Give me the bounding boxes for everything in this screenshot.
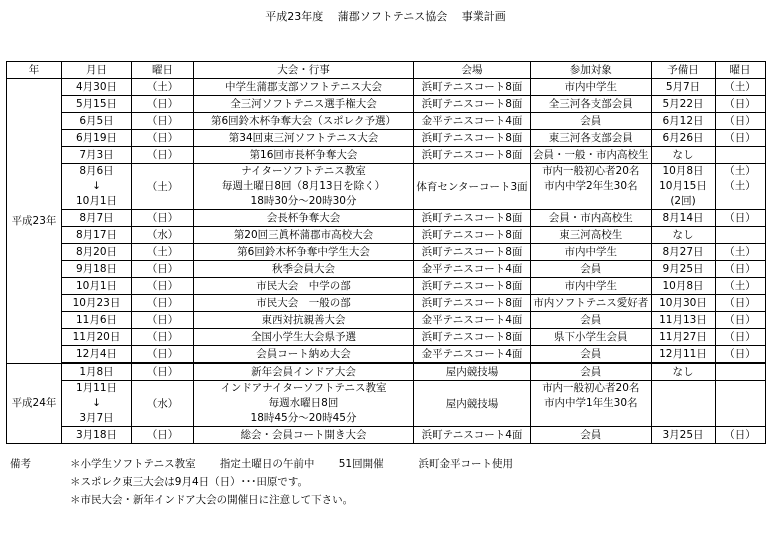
date-cell: 3月18日 xyxy=(62,427,132,444)
spare-weekday-cell xyxy=(715,227,765,244)
spare-date-cell: 10月8日 xyxy=(651,278,715,295)
event-cell: 会員コート納め大会 xyxy=(194,346,414,364)
weekday-cell: （日） xyxy=(132,130,194,147)
participants-cell: 会員 xyxy=(531,346,652,364)
spare-weekday-line xyxy=(718,194,763,209)
date-cell: 1月8日 xyxy=(62,363,132,381)
spare-date-cell: 11月13日 xyxy=(651,312,715,329)
notes-row xyxy=(10,473,513,491)
header-event: 大会・行事 xyxy=(194,62,414,79)
header-spare-weekday: 曜日 xyxy=(715,62,765,79)
weekday-cell: （日） xyxy=(132,210,194,227)
spare-weekday-cell: （日） xyxy=(715,427,765,444)
event-cell xyxy=(194,164,414,210)
date-arrow: ↓ xyxy=(92,180,101,192)
participants-cell xyxy=(531,164,652,210)
notes-row xyxy=(10,455,513,473)
weekday-cell: （土） xyxy=(132,79,194,96)
table-row xyxy=(7,130,766,147)
date-cell: 12月4日 xyxy=(62,346,132,364)
note-line: ＊小学生ソフトテニス教室 指定土曜日の午前中 51回開催 浜町金平コート使用 xyxy=(70,458,513,470)
spare-date-cell: なし xyxy=(651,227,715,244)
spare-date-line: 10月15日 xyxy=(659,180,707,192)
participants-cell: 会員・一般・市内高校生 xyxy=(531,147,652,164)
spare-weekday-cell: （土） xyxy=(715,79,765,96)
event-line: 18時30分～20時30分 xyxy=(250,195,357,207)
venue-cell: 浜町テニスコート8面 xyxy=(414,147,531,164)
spare-weekday-cell: （日） xyxy=(715,113,765,130)
spare-date-cell: 11月27日 xyxy=(651,329,715,346)
weekday-cell: （水） xyxy=(132,381,194,427)
participants-cell: 会員・市内高校生 xyxy=(531,210,652,227)
spare-weekday-cell xyxy=(715,164,765,210)
venue-cell: 浜町テニスコート8面 xyxy=(414,210,531,227)
spare-weekday-cell: （日） xyxy=(715,329,765,346)
weekday-cell: （土） xyxy=(132,244,194,261)
weekday-cell: （日） xyxy=(132,261,194,278)
participants-cell: 会員 xyxy=(531,312,652,329)
spare-weekday-cell: （日） xyxy=(715,295,765,312)
date-cell xyxy=(62,381,132,427)
weekday-cell: （日） xyxy=(132,427,194,444)
event-cell: 市民大会 中学の部 xyxy=(194,278,414,295)
table-row xyxy=(7,381,766,427)
venue-cell: 浜町テニスコート8面 xyxy=(414,96,531,113)
year-cell: 平成23年 xyxy=(7,79,62,364)
event-cell xyxy=(194,381,414,427)
spare-date-cell: なし xyxy=(651,147,715,164)
participants-cell: 市内中学生 xyxy=(531,278,652,295)
event-line: ナイターソフトテニス教室 xyxy=(241,165,366,177)
date-cell: 10月23日 xyxy=(62,295,132,312)
spare-weekday-cell: （日） xyxy=(715,96,765,113)
note-line: ＊スポレク東三大会は9月4日（日）･･･田原です。 xyxy=(70,476,309,488)
spare-date-cell: 10月30日 xyxy=(651,295,715,312)
event-cell: 全三河ソフトテニス選手権大会 xyxy=(194,96,414,113)
header-participants: 参加対象 xyxy=(531,62,652,79)
weekday-cell: （水） xyxy=(132,227,194,244)
spare-date-cell: 12月11日 xyxy=(651,346,715,364)
venue-cell: 金平テニスコート4面 xyxy=(414,261,531,278)
date-cell: 11月6日 xyxy=(62,312,132,329)
weekday-cell: （土） xyxy=(132,164,194,210)
spare-date-cell: 8月27日 xyxy=(651,244,715,261)
date-cell: 6月5日 xyxy=(62,113,132,130)
event-cell: 秋季会員大会 xyxy=(194,261,414,278)
date-start: 1月11日 xyxy=(75,382,118,394)
header-spare-date: 予備日 xyxy=(651,62,715,79)
event-cell: 新年会員インドア大会 xyxy=(194,363,414,381)
weekday-cell: （日） xyxy=(132,96,194,113)
page-title: 平成23年度 蒲郡ソフトテニス協会 事業計画 xyxy=(265,10,506,23)
venue-cell: 屋内競技場 xyxy=(414,363,531,381)
venue-cell: 浜町テニスコート8面 xyxy=(414,278,531,295)
weekday-cell: （日） xyxy=(132,346,194,364)
date-cell: 5月15日 xyxy=(62,96,132,113)
date-cell: 9月18日 xyxy=(62,261,132,278)
event-line: 毎週土曜日8回（8月13日を除く） xyxy=(221,180,386,192)
date-cell: 4月30日 xyxy=(62,79,132,96)
venue-cell: 金平テニスコート4面 xyxy=(414,312,531,329)
header-weekday: 曜日 xyxy=(132,62,194,79)
spare-weekday-cell xyxy=(715,381,765,427)
participants-cell: 市内中学生 xyxy=(531,244,652,261)
spare-date-cell xyxy=(651,164,715,210)
table-row xyxy=(7,278,766,295)
table-row xyxy=(7,164,766,210)
participants-line xyxy=(533,194,649,209)
venue-cell: 金平テニスコート4面 xyxy=(414,346,531,364)
weekday-cell: （日） xyxy=(132,312,194,329)
weekday-cell: （日） xyxy=(132,363,194,381)
participants-line: 市内中学1年生30名 xyxy=(543,397,638,409)
venue-cell: 浜町テニスコート4面 xyxy=(414,427,531,444)
participants-line: 市内中学2年生30名 xyxy=(543,180,638,192)
date-end: 3月7日 xyxy=(79,412,114,424)
date-cell: 8月20日 xyxy=(62,244,132,261)
event-cell: 市民大会 一般の部 xyxy=(194,295,414,312)
venue-cell: 浜町テニスコート8面 xyxy=(414,329,531,346)
notes-row xyxy=(10,491,513,509)
participants-line: 市内一般初心者20名 xyxy=(542,165,640,177)
date-cell xyxy=(62,164,132,210)
spare-weekday-cell: （土） xyxy=(715,244,765,261)
venue-cell: 体育センターコート3面 xyxy=(414,164,531,210)
venue-cell: 浜町テニスコート8面 xyxy=(414,79,531,96)
participants-cell: 市内ソフトテニス愛好者 xyxy=(531,295,652,312)
spare-date-cell: 3月25日 xyxy=(651,427,715,444)
spare-date-cell: 6月26日 xyxy=(651,130,715,147)
table-row xyxy=(7,312,766,329)
participants-line: 市内一般初心者20名 xyxy=(542,382,640,394)
event-cell: 東西対抗親善大会 xyxy=(194,312,414,329)
weekday-cell: （日） xyxy=(132,147,194,164)
venue-cell: 金平テニスコート4面 xyxy=(414,113,531,130)
date-cell: 6月19日 xyxy=(62,130,132,147)
weekday-cell: （日） xyxy=(132,295,194,312)
participants-cell: 県下小学生会員 xyxy=(531,329,652,346)
spare-date-cell: なし xyxy=(651,363,715,381)
schedule-table xyxy=(6,61,766,444)
participants-cell xyxy=(531,381,652,427)
table-row xyxy=(7,79,766,96)
table-row xyxy=(7,363,766,381)
participants-cell: 東三河各支部会員 xyxy=(531,130,652,147)
table-row xyxy=(7,227,766,244)
table-row xyxy=(7,329,766,346)
event-cell: 総会・会員コート開き大会 xyxy=(194,427,414,444)
spare-date-cell: 5月22日 xyxy=(651,96,715,113)
participants-cell: 会員 xyxy=(531,261,652,278)
date-end: 10月1日 xyxy=(75,195,118,207)
header-year: 年 xyxy=(7,62,62,79)
table-row xyxy=(7,96,766,113)
notes-label: 備考 xyxy=(10,458,31,470)
header-venue: 会場 xyxy=(414,62,531,79)
participants-cell: 東三河高校生 xyxy=(531,227,652,244)
venue-cell: 浜町テニスコート8面 xyxy=(414,227,531,244)
date-cell: 8月17日 xyxy=(62,227,132,244)
table-row xyxy=(7,427,766,444)
weekday-cell: （日） xyxy=(132,329,194,346)
spare-weekday-cell: （日） xyxy=(715,261,765,278)
spare-date-cell: 8月14日 xyxy=(651,210,715,227)
date-cell: 7月3日 xyxy=(62,147,132,164)
event-cell: 中学生蒲郡支部ソフトテニス大会 xyxy=(194,79,414,96)
spare-weekday-line: （土） xyxy=(724,165,756,177)
event-line: 毎週水曜日8回 xyxy=(268,397,339,409)
spare-weekday-cell xyxy=(715,147,765,164)
participants-cell: 全三河各支部会員 xyxy=(531,96,652,113)
event-line: インドアナイターソフトテニス教室 xyxy=(220,382,387,394)
spare-weekday-cell: （日） xyxy=(715,130,765,147)
year-cell: 平成24年 xyxy=(7,363,62,444)
event-cell: 第34回東三河ソフトテニス大会 xyxy=(194,130,414,147)
spare-weekday-cell: （日） xyxy=(715,346,765,364)
spare-date-line: (2回) xyxy=(670,195,696,207)
table-header-row xyxy=(7,62,766,79)
date-cell: 10月1日 xyxy=(62,278,132,295)
table-row xyxy=(7,147,766,164)
event-cell: 会長杯争奪大会 xyxy=(194,210,414,227)
venue-cell: 浜町テニスコート8面 xyxy=(414,130,531,147)
header-date: 月日 xyxy=(62,62,132,79)
table-row xyxy=(7,346,766,364)
venue-cell: 浜町テニスコート8面 xyxy=(414,244,531,261)
date-arrow: ↓ xyxy=(92,397,101,409)
event-cell: 第20回三眞杯蒲郡市高校大会 xyxy=(194,227,414,244)
table-row xyxy=(7,113,766,130)
table-row xyxy=(7,244,766,261)
spare-weekday-cell: （日） xyxy=(715,312,765,329)
participants-cell: 会員 xyxy=(531,363,652,381)
notes-section xyxy=(10,455,513,509)
note-line: ＊市民大会・新年インドア大会の開催日に注意して下さい。 xyxy=(70,494,354,506)
event-cell: 第6回鈴木杯争奪大会（スポレク予選） xyxy=(194,113,414,130)
participants-cell: 市内中学生 xyxy=(531,79,652,96)
spare-date-cell: 6月12日 xyxy=(651,113,715,130)
spare-date-cell xyxy=(651,381,715,427)
spare-weekday-cell: （土） xyxy=(715,278,765,295)
spare-weekday-cell xyxy=(715,363,765,381)
participants-cell: 会員 xyxy=(531,427,652,444)
participants-cell: 会員 xyxy=(531,113,652,130)
table-row xyxy=(7,210,766,227)
spare-weekday-cell: （日） xyxy=(715,210,765,227)
venue-cell: 屋内競技場 xyxy=(414,381,531,427)
table-row xyxy=(7,261,766,278)
date-start: 8月6日 xyxy=(79,165,114,177)
venue-cell: 浜町テニスコート8面 xyxy=(414,295,531,312)
spare-weekday-line: （土） xyxy=(724,180,756,192)
weekday-cell: （日） xyxy=(132,278,194,295)
table-row xyxy=(7,295,766,312)
weekday-cell: （日） xyxy=(132,113,194,130)
spare-date-line: 10月8日 xyxy=(662,165,704,177)
event-cell: 全国小学生大会県予選 xyxy=(194,329,414,346)
date-cell: 11月20日 xyxy=(62,329,132,346)
event-cell: 第6回鈴木杯争奪中学生大会 xyxy=(194,244,414,261)
date-cell: 8月7日 xyxy=(62,210,132,227)
spare-date-cell: 5月7日 xyxy=(651,79,715,96)
spare-date-cell: 9月25日 xyxy=(651,261,715,278)
event-line: 18時45分～20時45分 xyxy=(250,412,357,424)
participants-line xyxy=(533,411,649,426)
event-cell: 第16回市長杯争奪大会 xyxy=(194,147,414,164)
